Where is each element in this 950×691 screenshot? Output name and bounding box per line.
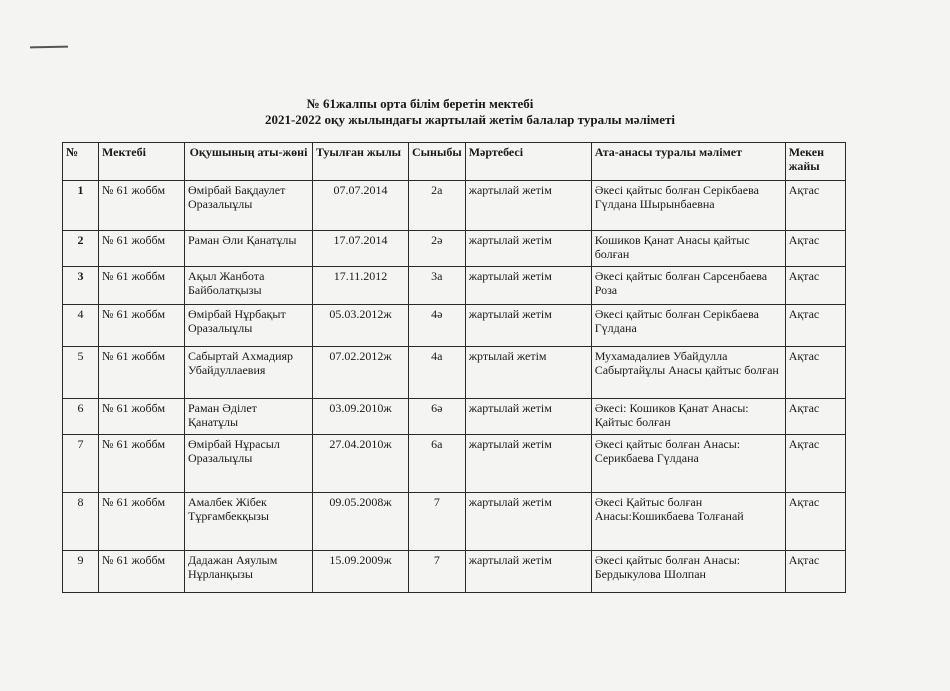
cell-school: № 61 жоббм [99, 181, 185, 231]
cell-class: 4ә [409, 305, 466, 347]
cell-status: жартылай жетім [465, 493, 591, 551]
table-row [63, 347, 846, 399]
cell-school: № 61 жоббм [99, 399, 185, 435]
cell-parents: Әкесі: Кошиков Қанат Анасы: Қайтыс болған [591, 399, 785, 435]
cell-student-name: Өмірбай Нұрасыл Оразалыұлы [185, 435, 313, 493]
table-row [63, 231, 846, 267]
cell-address: Ақтас [785, 231, 845, 267]
cell-birth-date: 09.05.2008ж [313, 493, 409, 551]
cell-class: 6а [409, 435, 466, 493]
cell-status: жартылай жетім [465, 181, 591, 231]
cell-school: № 61 жоббм [99, 305, 185, 347]
cell-school: № 61 жоббм [99, 267, 185, 305]
cell-student-name: Раман Әділет Қанатұлы [185, 399, 313, 435]
cell-school: № 61 жоббм [99, 435, 185, 493]
col-header-number: № [63, 143, 99, 181]
cell-birth-date: 17.11.2012 [313, 267, 409, 305]
table-row [63, 551, 846, 593]
cell-student-name: Ақыл Жанбота Байболатқызы [185, 267, 313, 305]
cell-class: 7 [409, 551, 466, 593]
cell-birth-date: 27.04.2010ж [313, 435, 409, 493]
cell-school: № 61 жоббм [99, 493, 185, 551]
cell-birth-date: 15.09.2009ж [313, 551, 409, 593]
cell-parents: Әкесі қайтыс болған Серікбаева Гүлдана Шырынбаевна [591, 181, 785, 231]
cell-student-name: Өмірбай Нұрбақыт Оразалыұлы [185, 305, 313, 347]
cell-number: 5 [63, 347, 99, 399]
cell-class: 6ә [409, 399, 466, 435]
cell-status: жартылай жетім [465, 435, 591, 493]
cell-school: № 61 жоббм [99, 551, 185, 593]
cell-student-name: Амалбек Жібек Тұрғамбекқызы [185, 493, 313, 551]
cell-number: 6 [63, 399, 99, 435]
document-title-line1: № 61жалпы орта білім беретін мектебі [306, 96, 534, 111]
cell-parents: Әкесі қайтыс болған Анасы: Бердыкулова Шолпан [591, 551, 785, 593]
pen-mark [30, 46, 68, 49]
table-row [63, 267, 846, 305]
cell-address: Ақтас [785, 347, 845, 399]
cell-address: Ақтас [785, 493, 845, 551]
cell-number: 9 [63, 551, 99, 593]
cell-birth-date: 07.02.2012ж [313, 347, 409, 399]
cell-student-name: Өмірбай Бақдаулет Оразалыұлы [185, 181, 313, 231]
cell-school: № 61 жоббм [99, 347, 185, 399]
cell-parents: Әкесі Қайтыс болған Анасы:Кошикбаева Толғанай [591, 493, 785, 551]
cell-birth-date: 07.07.2014 [313, 181, 409, 231]
table-row [63, 435, 846, 493]
cell-birth-date: 17.07.2014 [313, 231, 409, 267]
cell-parents: Кошиков Қанат Анасы қайтыс болған [591, 231, 785, 267]
cell-student-name: Раман Әли Қанатұлы [185, 231, 313, 267]
cell-number: 2 [63, 231, 99, 267]
cell-school: № 61 жоббм [99, 231, 185, 267]
cell-status: жртылай жетім [465, 347, 591, 399]
col-header-student-name: Оқушының аты-жөні [185, 143, 313, 181]
cell-status: жартылай жетім [465, 267, 591, 305]
cell-address: Ақтас [785, 399, 845, 435]
col-header-school: Мектебі [99, 143, 185, 181]
cell-student-name: Сабыртай Ахмадияр Убайдуллаевия [185, 347, 313, 399]
cell-status: жартылай жетім [465, 399, 591, 435]
col-header-birth-date: Туылған жылы [313, 143, 409, 181]
cell-number: 7 [63, 435, 99, 493]
cell-class: 2а [409, 181, 466, 231]
cell-birth-date: 05.03.2012ж [313, 305, 409, 347]
document-title-line2: 2021-2022 оқу жылындағы жартылай жетім балалар туралы мәліметі [264, 112, 676, 127]
cell-class: 3а [409, 267, 466, 305]
cell-class: 2ә [409, 231, 466, 267]
table-row [63, 305, 846, 347]
cell-number: 8 [63, 493, 99, 551]
cell-number: 1 [63, 181, 99, 231]
col-header-address: Мекен жайы [785, 143, 845, 181]
cell-status: жартылай жетім [465, 305, 591, 347]
cell-class: 4а [409, 347, 466, 399]
cell-address: Ақтас [785, 305, 845, 347]
cell-student-name: Дадажан Аяулым Нұрланқызы [185, 551, 313, 593]
col-header-parents: Ата-анасы туралы мәлімет [591, 143, 785, 181]
cell-number: 4 [63, 305, 99, 347]
cell-address: Ақтас [785, 435, 845, 493]
col-header-class: Сыныбы [409, 143, 466, 181]
cell-parents: Әкесі қайтыс болған Анасы: Серикбаева Гүлдана [591, 435, 785, 493]
table-row [63, 181, 846, 231]
col-header-status: Мәртебесі [465, 143, 591, 181]
cell-address: Ақтас [785, 267, 845, 305]
cell-parents: Мухамадалиев Убайдулла Сабыртайұлы Анасы қайтыс болған [591, 347, 785, 399]
cell-birth-date: 03.09.2010ж [313, 399, 409, 435]
cell-address: Ақтас [785, 551, 845, 593]
cell-number: 3 [63, 267, 99, 305]
cell-status: жартылай жетім [465, 551, 591, 593]
table-header-row [63, 143, 846, 181]
cell-address: Ақтас [785, 181, 845, 231]
cell-parents: Әкесі қайтыс болған Серікбаева Гүлдана [591, 305, 785, 347]
cell-class: 7 [409, 493, 466, 551]
orphans-table [62, 142, 846, 593]
table-row [63, 399, 846, 435]
cell-parents: Әкесі қайтыс болған Сарсенбаева Роза [591, 267, 785, 305]
cell-status: жартылай жетім [465, 231, 591, 267]
table-row [63, 493, 846, 551]
